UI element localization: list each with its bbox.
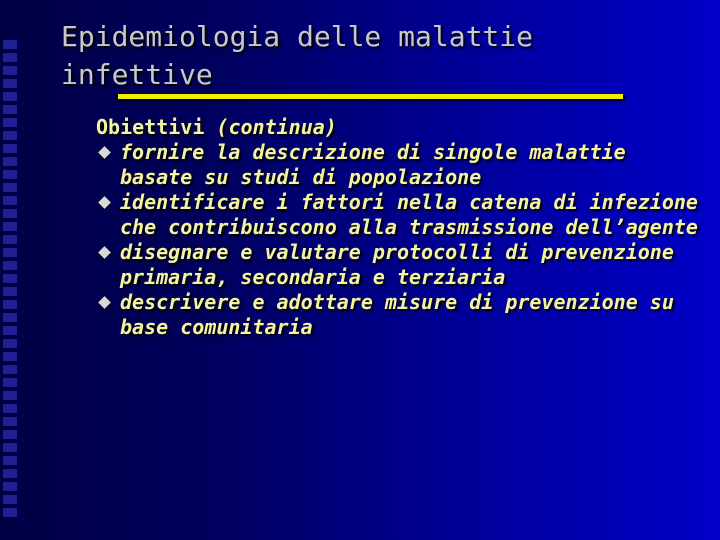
list-item-text: identificare i fattori nella catena di infezione che contribuiscono alla trasmissione dell’agente xyxy=(120,190,698,239)
slide-title xyxy=(61,18,661,94)
list-item-text: disegnare e valutare protocolli di prevenzione primaria, secondaria e terziaria xyxy=(120,240,674,289)
section-heading xyxy=(96,115,706,140)
list-item xyxy=(96,190,706,240)
list-item xyxy=(96,140,706,190)
list-item-text: descrivere e adottare misure di prevenzione su base comunitaria xyxy=(120,290,674,339)
title-underline-rule xyxy=(118,94,623,99)
slide-body xyxy=(96,115,706,340)
list-item-text: fornire la descrizione di singole malattie basate su studi di popolazione xyxy=(120,140,626,189)
list-item xyxy=(96,290,706,340)
diamond-bullet-icon xyxy=(98,246,111,259)
diamond-bullet-icon xyxy=(98,196,111,209)
heading-text: Obiettivi xyxy=(96,115,205,139)
decorative-square-column xyxy=(3,40,17,520)
diamond-bullet-icon xyxy=(98,296,111,309)
diamond-bullet-icon xyxy=(98,146,111,159)
title-line-2: infettive xyxy=(61,58,213,91)
heading-parenthetical: (continua) xyxy=(216,115,337,139)
objectives-list xyxy=(96,140,706,340)
list-item xyxy=(96,240,706,290)
title-line-1: Epidemiologia delle malattie xyxy=(61,20,534,53)
